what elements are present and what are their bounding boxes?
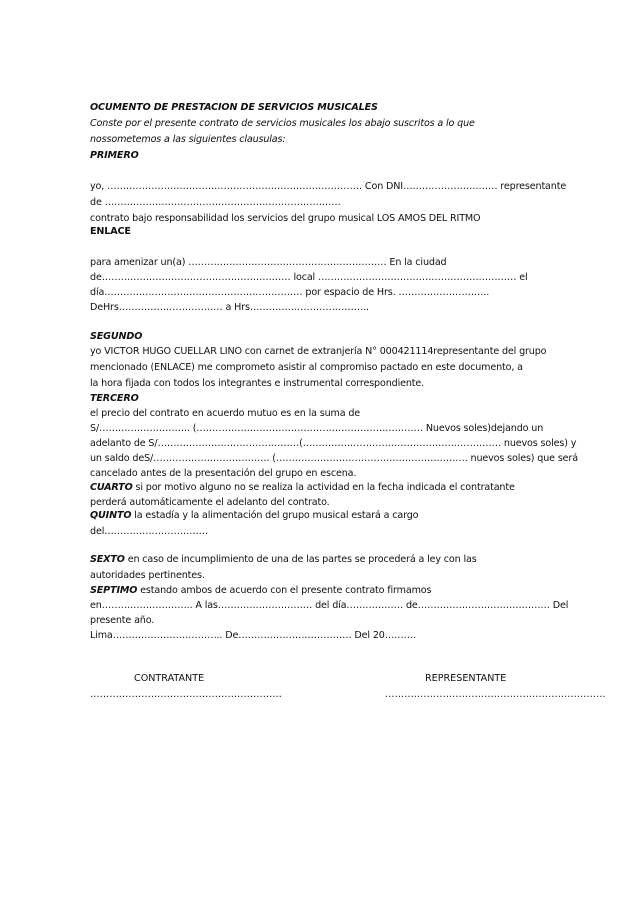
heading-segundo: SEGUNDO [90, 331, 143, 342]
quinto-line-1 [90, 509, 418, 522]
sexto-text: en caso de incumplimiento de una de las partes se procederá a ley con las [124, 554, 477, 565]
contratante-label: CONTRATANTE [134, 673, 205, 684]
cuarto-text: si por motivo alguno no se realiza la actividad en la fecha indicada el contratante [132, 482, 515, 493]
segundo-line-1: yo VICTOR HUGO CUELLAR LINO con carnet de extranjería N° 000421114representante del grupo [90, 346, 547, 357]
tercero-line-3: adelanto de S/………………………………………(……………………………………………………… nuevos soles) y [90, 438, 577, 449]
primero-line-2: de ………………………………………………………………… [90, 197, 341, 208]
heading-septimo: SEPTIMO [90, 585, 138, 596]
intro-line-2: nossometemos a las siguientes clausulas: [90, 134, 286, 145]
sexto-line-1 [90, 553, 477, 566]
sexto-line-2: autoridades pertinentes. [90, 570, 205, 581]
segundo-line-3: la hora fijada con todos los integrantes e instrumental correspondiente. [90, 378, 425, 389]
contratante-signature-line: …………………………………………………… [90, 689, 282, 700]
tercero-line-5: cancelado antes de la presentación del grupo en escena. [90, 468, 357, 479]
representante-signature-line: …………………………………………………………… [385, 689, 606, 700]
septimo-line-3: presente año. [90, 615, 155, 626]
primero-line-6: día……………………………………………………… por espacio de Hrs. ……………………….. [90, 287, 490, 298]
heading-quinto: QUINTO [90, 510, 132, 521]
tercero-line-1: el precio del contrato en acuerdo mutuo es en la suma de [90, 408, 361, 419]
heading-sexto: SEXTO [90, 554, 125, 565]
heading-tercero: TERCERO [90, 393, 139, 404]
cuarto-line-1 [90, 481, 515, 494]
primero-line-7: DeHrs…………………………… a Hrs……………………………….. [90, 302, 369, 313]
cuarto-line-2: perderá automáticamente el adelanto del contrato. [90, 497, 330, 508]
heading-primero: PRIMERO [90, 150, 139, 161]
primero-line-5: de…………………………………………………… local ……………………………………………………… el [90, 272, 528, 283]
heading-cuarto: CUARTO [90, 482, 133, 493]
septimo-line-1 [90, 584, 431, 597]
primero-line-1: yo, ……………………………………………………………………… Con DNI………………………… representante [90, 181, 567, 192]
representante-label: REPRESENTANTE [425, 673, 507, 684]
document-title: OCUMENTO DE PRESTACION DE SERVICIOS MUSICALES [90, 102, 378, 113]
tercero-line-2: S/……………………….. (……………………………………………………………… Nuevos soles)dejando un [90, 423, 544, 434]
quinto-line-2: del…………………………… [90, 526, 209, 537]
primero-line-3: contrato bajo responsabilidad los servicios del grupo musical LOS AMOS DEL RITMO [90, 213, 481, 224]
quinto-text: la estadía y la alimentación del grupo musical estará a cargo [131, 510, 419, 521]
primero-band-name: ENLACE [90, 226, 131, 237]
septimo-line-4: Lima…………………………….. De……………………………… Del 20………. [90, 630, 416, 641]
segundo-line-2: mencionado (ENLACE) me comprometo asistir al compromiso pactado en este documento, a [90, 362, 523, 373]
primero-line-4: para amenizar un(a) ……………………………………………………… En la ciudad [90, 257, 447, 268]
tercero-line-4: un saldo deS/………………………………. (……………………………………………………. nuevos soles) que será [90, 453, 578, 464]
intro-line-1: Conste por el presente contrato de servicios musicales los abajo suscritos a lo que [90, 118, 475, 129]
septimo-text: estando ambos de acuerdo con el presente contrato firmamos [137, 585, 432, 596]
septimo-line-2: en……………………….. A las………………………… del día……………… de…………………………………… Del [90, 600, 569, 611]
